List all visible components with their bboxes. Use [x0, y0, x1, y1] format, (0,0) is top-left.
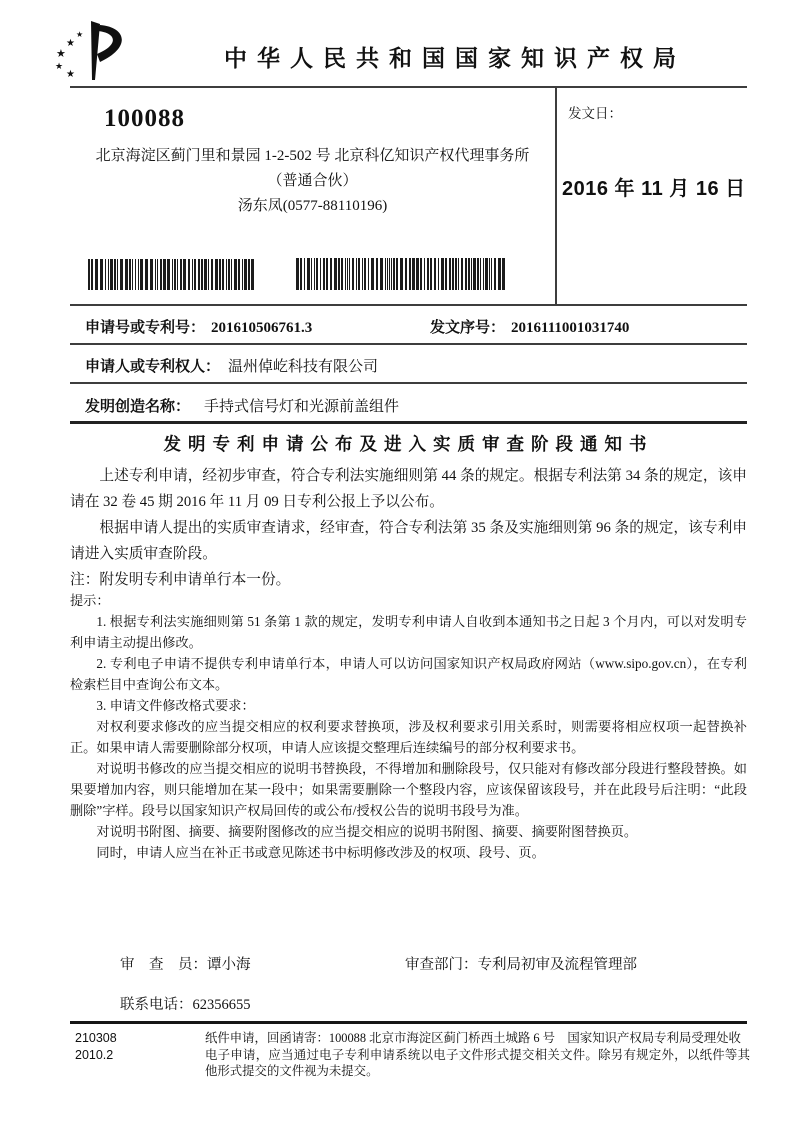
form-number: 210308	[75, 1031, 117, 1045]
divider	[70, 343, 747, 345]
hint-item: 对说明书附图、摘要、摘要附图修改的应当提交相应的说明书附图、摘要、摘要附图替换页。	[96, 824, 638, 839]
signoff-row	[120, 953, 747, 974]
body-paragraph: 根据申请人提出的实质审查请求，经审查，符合专利法第 35 条及实施细则第 96 条的规定，该专利申请进入实质审查阶段。	[70, 520, 747, 562]
notice-title: 发明专利申请公布及进入实质审查阶段通知书	[163, 434, 654, 454]
form-number-block	[75, 1030, 117, 1063]
hint-item: 对权利要求修改的应当提交相应的权利要求替换项，涉及权利要求引用关系时，则需要将相应权项一起替换补正。如果申请人需要删除部分权项，申请人应该提交整理后连续编号的部分权利要求书。	[70, 719, 747, 755]
phone-number: 62356655	[192, 997, 251, 1013]
applicant-row	[85, 355, 747, 376]
dispatch-date: 2016 年 11 月 16 日	[562, 178, 746, 200]
svg-text:★: ★	[56, 48, 66, 60]
header-divider	[70, 86, 747, 88]
application-number-row	[85, 316, 747, 337]
application-no-label: 申请号或专利号：	[85, 320, 206, 336]
hint-item: 1. 根据专利法实施细则第 51 条第 1 款的规定，发明专利申请人自收到本通知书之日起 3 个月内，可以对发明专利申请主动提出修改。	[70, 614, 747, 650]
recipient-address-2: （普通合伙）	[267, 173, 358, 189]
form-version: 2010.2	[75, 1047, 114, 1062]
footer-note-electronic: 电子申请，应当通过电子专利申请系统以电子文件形式提交相关文件。除另有规定外，以纸件等其他形式提交的文件视为未提交。	[205, 1047, 750, 1078]
invention-title-label: 发明创造名称：	[85, 399, 191, 415]
applicant-label: 申请人或专利权人：	[85, 359, 221, 375]
sipo-emblem-icon	[52, 20, 148, 88]
office-name: 中华人民共和国国家知识产权局	[224, 45, 686, 71]
date-box-divider	[555, 88, 557, 305]
hint-item: 同时，申请人应当在补正书或意见陈述书中标明修改涉及的权项、段号、页。	[96, 845, 545, 860]
invention-title-row	[85, 395, 747, 416]
examiner-label: 审 查 员：	[120, 957, 207, 973]
hint-item: 3. 申请文件修改格式要求：	[96, 698, 255, 713]
serial-no-label: 发文序号：	[430, 320, 506, 336]
recipient-contact: 汤东凤(0577-88110196)	[237, 198, 388, 214]
hint-item: 对说明书修改的应当提交相应的说明书替换段，不得增加和删除段号，仅只能对有修改部分段进行整段替换。如果要增加内容，则只能增加在某一段中；如果需要删除一个整段内容，应该保留该段号，并在此段号后注明：“此段删除”字样。段号以国家知识产权局回传的或公布/授权公告的说明书段号为准。	[70, 761, 747, 818]
notice-body	[70, 463, 747, 593]
barcode-icon	[296, 258, 507, 290]
svg-text:★: ★	[66, 69, 75, 80]
footer-notes	[205, 1030, 750, 1080]
hints-section	[70, 590, 747, 863]
barcode-icon	[88, 259, 258, 290]
department-label: 审查部门：	[405, 957, 478, 973]
hints-label: 提示：	[70, 593, 110, 608]
attachment-note: 注：附发明专利申请单行本一份。	[70, 572, 291, 588]
footer-divider	[70, 1021, 747, 1024]
application-no-value: 201610506761.3	[211, 320, 313, 336]
title-divider	[70, 421, 747, 424]
examiner-name: 谭小海	[207, 957, 251, 973]
svg-text:★: ★	[55, 61, 64, 71]
dispatch-date-label: 发文日：	[568, 106, 622, 121]
recipient-block	[70, 105, 555, 215]
hint-item: 2. 专利电子申请不提供专利申请单行本，申请人可以访问国家知识产权局政府网站（www.sipo.gov.cn），在专利检索栏目中查询公布文本。	[70, 656, 747, 692]
phone-row	[120, 993, 251, 1014]
divider	[70, 382, 747, 384]
phone-label: 联系电话：	[120, 997, 193, 1013]
serial-no-group	[430, 316, 629, 337]
serial-no-value: 2016111001031740	[511, 320, 630, 336]
footer-note-paper: 纸件申请，回函请寄：100088 北京市海淀区蓟门桥西土城路 6 号 国家知识产权局专利局受理处收	[205, 1031, 741, 1045]
recipient-address: 北京海淀区蓟门里和景园 1-2-502 号 北京科亿知识产权代理事务所	[95, 148, 530, 164]
svg-text:★: ★	[76, 30, 84, 39]
postal-code: 100088	[104, 105, 185, 132]
department-group	[405, 953, 637, 974]
department-name: 专利局初审及流程管理部	[477, 957, 637, 973]
body-paragraph: 上述专利申请，经初步审查，符合专利法实施细则第 44 条的规定。根据专利法第 34 条的规定，该申请在 32 卷 45 期 2016 年 11 月 09 日专利公报上予以公布。	[70, 468, 747, 510]
divider	[70, 304, 747, 306]
applicant-value: 温州倬屹科技有限公司	[228, 359, 379, 375]
invention-title-value: 手持式信号灯和光源前盖组件	[204, 399, 400, 415]
svg-text:★: ★	[66, 38, 75, 49]
